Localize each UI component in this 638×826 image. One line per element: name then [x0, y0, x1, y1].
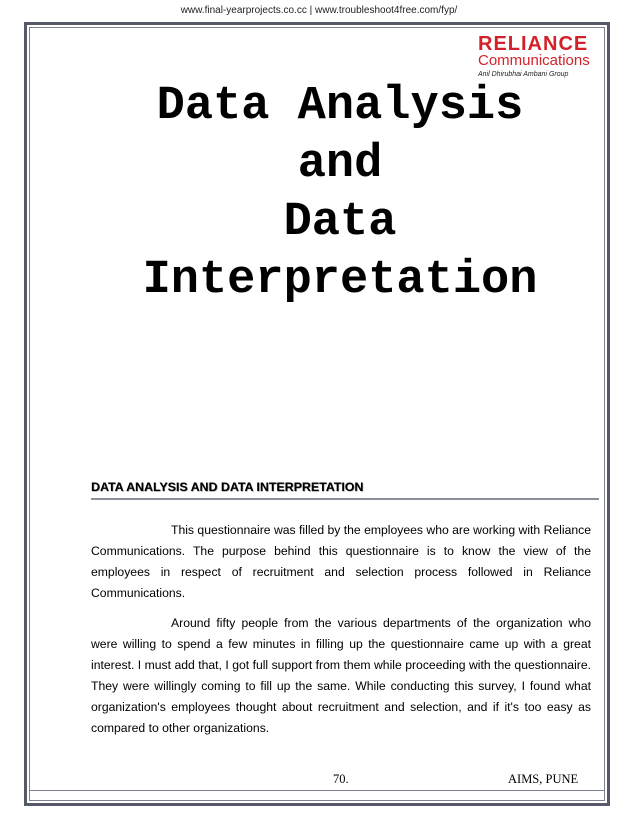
section-heading: DATA ANALYSIS AND DATA INTERPRETATION	[91, 480, 364, 494]
page-title	[80, 78, 600, 310]
title-line-1: Data Analysis	[156, 80, 524, 133]
logo-brand-name: RELIANCE	[478, 33, 589, 55]
body-paragraph-1: This questionnaire was filled by the employees who are working with Reliance Communications. The purpose behind this questionnaire is to know the view of the employees in respect of recruitment and selection process followed in Reliance Communications.	[91, 523, 592, 600]
body-paragraph-2: Around fifty people from the various departments of the organization who were willing to spend a few minutes in filling up the questionnaire came up with a great interest. I must add that, I got full support from them while proceeding with the questionnaire. They were willingly coming to fill up the same. While conducting this survey, I found what organization's employees thought about recruitment and selection, and if it's too easy as compared to other organizations.	[91, 616, 591, 735]
logo-group-tagline: Anil Dhirubhai Ambani Group	[478, 71, 569, 78]
title-line-4: Interpretation	[142, 254, 538, 307]
page-number: 70.	[333, 772, 349, 786]
heading-underline	[91, 498, 599, 500]
source-url-header: www.final-yearprojects.co.cc | www.troubleshoot4free.com/fyp/	[180, 5, 458, 16]
logo-brand-sub: Communications	[478, 52, 590, 69]
title-line-3: Data	[283, 196, 397, 249]
reliance-logo	[470, 33, 598, 83]
footer-institute: AIMS, PUNE	[508, 772, 579, 786]
title-line-2: and	[297, 138, 383, 191]
footer-divider	[29, 790, 605, 791]
